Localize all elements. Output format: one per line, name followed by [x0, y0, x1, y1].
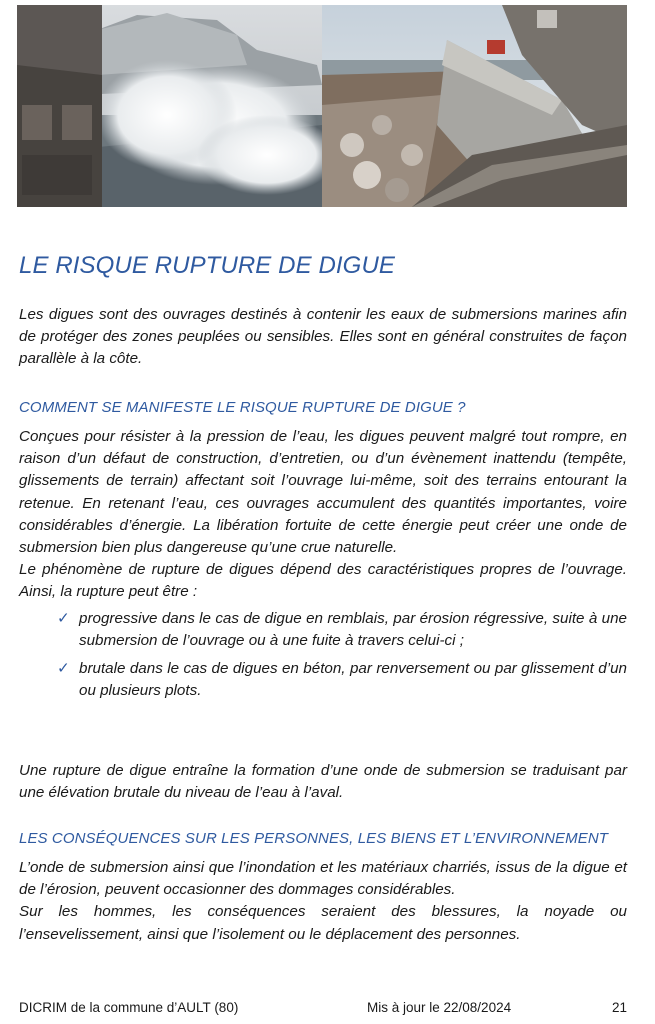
page-title: LE RISQUE RUPTURE DE DIGUE — [19, 252, 395, 279]
list-item-text: brutale dans le cas de digues en béton, par renversement ou par glissement d’un ou plusieurs plots. — [79, 660, 627, 700]
check-icon: ✓ — [57, 609, 70, 627]
paragraph: Le phénomène de rupture de digues dépend des caractéristiques propres de l’ouvrage. Ainsi, la rupture peut être : — [19, 561, 627, 601]
section-body-manifestation — [19, 426, 627, 708]
paragraph: Une rupture de digue entraîne la formation d’une onde de submersion se traduisant par une élévation brutale du niveau de l’eau à l’aval. — [19, 762, 627, 802]
section-heading-manifestation: COMMENT SE MANIFESTE LE RISQUE RUPTURE DE DIGUE ? — [19, 399, 466, 416]
submersion-wave-section — [19, 760, 627, 804]
intro-section — [19, 304, 627, 371]
section-heading-consequences: LES CONSÉQUENCES SUR LES PERSONNES, LES BIENS ET L’ENVIRONNEMENT — [19, 830, 609, 847]
list-item-text: progressive dans le cas de digue en remblais, par érosion régressive, suite à une submersion de l’ouvrage ou à une fuite à travers celui-ci ; — [79, 609, 627, 649]
page-number: 21 — [611, 1000, 627, 1015]
intro-paragraph: Les digues sont des ouvrages destinés à contenir les eaux de submersions marines afin de protéger des zones peuplées ou sensibles. Elles sont en général construites de façon parallèle à la côte. — [19, 306, 627, 368]
broken-dike-photo — [322, 5, 627, 207]
list-item — [57, 608, 627, 652]
header-photos — [17, 5, 627, 207]
rupture-types-list — [57, 608, 627, 703]
list-item — [57, 658, 627, 702]
check-icon: ✓ — [57, 660, 70, 678]
storm-wave-photo — [17, 5, 322, 207]
section-body-consequences — [19, 857, 627, 946]
paragraph: L’onde de submersion ainsi que l’inondation et les matériaux charriés, issus de la digue et de l’érosion, peuvent occasionner des dommages considérables. — [19, 859, 627, 899]
footer-update-date: Mis à jour le 22/08/2024 — [367, 1000, 512, 1015]
footer-document-name: DICRIM de la commune d’AULT (80) — [19, 1000, 239, 1015]
paragraph: Sur les hommes, les conséquences seraient des blessures, la noyade ou l’ensevelissement, ainsi que l’isolement ou le déplacement des personnes. — [19, 903, 627, 943]
page-footer — [19, 1000, 627, 1015]
paragraph: Conçues pour résister à la pression de l’eau, les digues peuvent malgré tout rompre, en raison d’un défaut de construction, d’entretien, ou d’un évènement inattendu (tempête, glissements de terrain) affectant soit l’ouvrage lui-même, soit des terrains entourant la retenue. En retenant l’eau, ces ouvrages accumulent des quantités importantes, voire considérables d’énergie. La libération fortuite de cette énergie peut créer une onde de submersion bien plus dangereuse qu’une crue naturelle. — [19, 428, 627, 557]
